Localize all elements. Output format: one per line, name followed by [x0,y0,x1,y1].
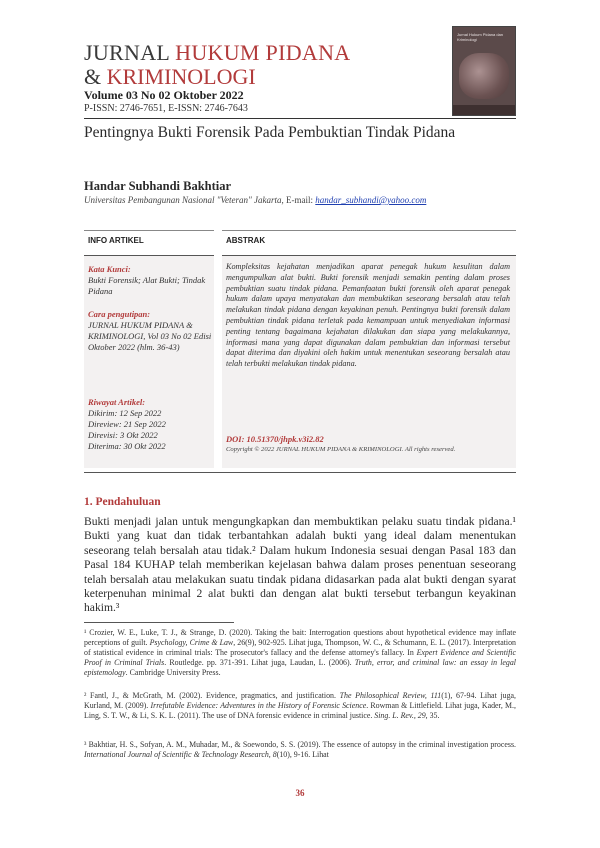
abstract-text: Kompleksitas kejahatan menjadikan aparat penegak hukum kesulitan dalam mengumpulkan alat bukti. Bukti forensik menjadi semakin penting dalam proses pembuktian suatu tindak pidana. Pemanfaatan bukti forensik oleh aparat penegak hukum dalam upaya menyatakan dan membuktikan seseorang bersalah atau telah melakukan tindak pidana dengan keyakinan penuh. Pentingnya bukti forensik dalam pembuktian tindak pidana terletak pada kemampuan untuk menyediakan informasi penting tentang bagaimana kejahatan dilakukan dan siapa yang melakukannya, informasi mana yang dapat digunakan dalam pembuktian dan informasi tersebut dapat diterima dan diyakini oleh hakim untuk menentukan seseorang bersalah atau telah terbukti melakukan tindak pidana. [226,262,510,369]
cover-title: Jurnal Hukum Pidana dan Kriminologi [457,32,504,42]
header-rule [84,118,516,119]
section-heading: 1. Pendahuluan [84,496,161,508]
citation-value: JURNAL HUKUM PIDANA & KRIMINOLOGI, Vol 03 No 02 Edisi Oktober 2022 (hlm. 36-43) [88,320,212,352]
doi-link[interactable]: DOI: 10.51370/jhpk.v3i2.82 [226,434,324,444]
journal-volume: Volume 03 No 02 Oktober 2022 [84,88,244,102]
copyright-notice: Copyright © 2022 JURNAL HUKUM PIDANA & KRIMINOLOGI. All rights reserved. [226,446,456,453]
info-top-rule [84,230,214,231]
citation-label: Cara pengutipan: [88,309,151,319]
journal-title-line2 [84,64,256,90]
body-paragraph: Bukti menjadi jalan untuk mengungkapkan dan membuktikan pelaku suatu tindak pidana.¹ Bukti yang kuat dan tidak terbantahkan adalah bukti yang ideal dalam menentukan seseorang telah bersalah atau tidak.² Dalam hukum Indonesia sesuai dengan Pasal 183 dan Pasal 184 KUHAP telah memberikan kejelasan bahwa dalam proses penentuan seseorang telah bersalah atau melakukan suatu tindak pidana didasarkan pada alat bukti dengan syarat keterpenuhan minimal 2 alat bukti dan dengan alat bukti tersebut terbangun keyakinan hakim.³ [84,515,516,615]
article-author: Handar Subhandi Bakhtiar [84,179,232,193]
info-artikel-heading: INFO ARTIKEL [88,236,144,245]
journal-title-part: & [84,64,107,89]
abstract-heading: ABSTRAK [226,236,266,245]
journal-title-line1 [84,40,350,66]
email-label: E-mail: [286,195,316,205]
page-number: 36 [295,788,305,798]
cover-footer [453,105,515,115]
author-email-link[interactable]: handar_subhandi@yahoo.com [315,195,427,205]
history-revised: Direvisi: 3 Okt 2022 [88,430,158,440]
footnote-3: ³ Bakhtiar, H. S., Sofyan, A. M., Muhadar, M., & Soewondo, S. S. (2019). The essence of autopsy in the criminal investigation process. International Journal of Scientific & Technology Research, 8(10), 9-16. Lihat [84,740,516,759]
journal-cover-image [452,26,516,116]
author-affiliation [84,195,524,205]
info-bottom-rule [84,472,516,473]
history-reviewed: Direview: 21 Sep 2022 [88,419,166,429]
footnote-rule [84,622,234,623]
keywords-label: Kata Kunci: [88,264,131,274]
journal-issn: P-ISSN: 2746-7651, E-ISSN: 2746-7643 [84,103,248,114]
abstract-panel [222,255,516,468]
journal-title-accent: KRIMINOLOGI [106,64,256,89]
affiliation-text: Universitas Pembangunan Nasional "Veteran" Jakarta, [84,195,287,205]
cover-artwork [459,53,509,99]
article-title: Pentingnya Bukti Forensik Pada Pembuktian Tindak Pidana [84,124,456,141]
keywords-value: Bukti Forensik; Alat Bukti; Tindak Pidana [88,275,206,296]
abstract-top-rule [222,230,516,231]
history-submitted: Dikirim: 12 Sep 2022 [88,408,162,418]
history-accepted: Diterima: 30 Okt 2022 [88,441,166,451]
journal-title-part: JURNAL [84,40,176,65]
history-label: Riwayat Artikel: [88,397,146,407]
article-info-panel [84,255,214,468]
footnote-1: ¹ Crozier, W. E., Luke, T. J., & Strange, D. (2020). Taking the bait: Interrogation questions about hypothetical evidence may inflate perceptions of guilt. Psychology, Crime & Law, 26(9), 902-925. Lihat juga, Thompson, W. C., & Schumann, E. L. (2017). Interpretation of statistical evidence in criminal trials: The prosecutor's fallacy and the defense attorney's fallacy. In Expert Evidence and Scientific Proof in Criminal Trials. Routledge. pp. 371-391. Lihat juga, Laudan, L. (2006). Truth, error, and criminal law: an essay in legal epistemology. Cambridge University Press. [84,628,516,677]
journal-title-accent: HUKUM PIDANA [175,40,351,65]
footnote-2: ² Fantl, J., & McGrath, M. (2002). Evidence, pragmatics, and justification. The Philosophical Review, 111(1), 67-94. Lihat juga, Kurland, M. (2009). Irrefutable Evidence: Adventures in the History of Forensic Science. Rowman & Littlefield. Lihat juga, Kader, M., Ling, S. T. W., & Li, S. K. L. (2011). The use of DNA forensic evidence in criminal justice. Sing. L. Rev., 29, 35. [84,691,516,720]
